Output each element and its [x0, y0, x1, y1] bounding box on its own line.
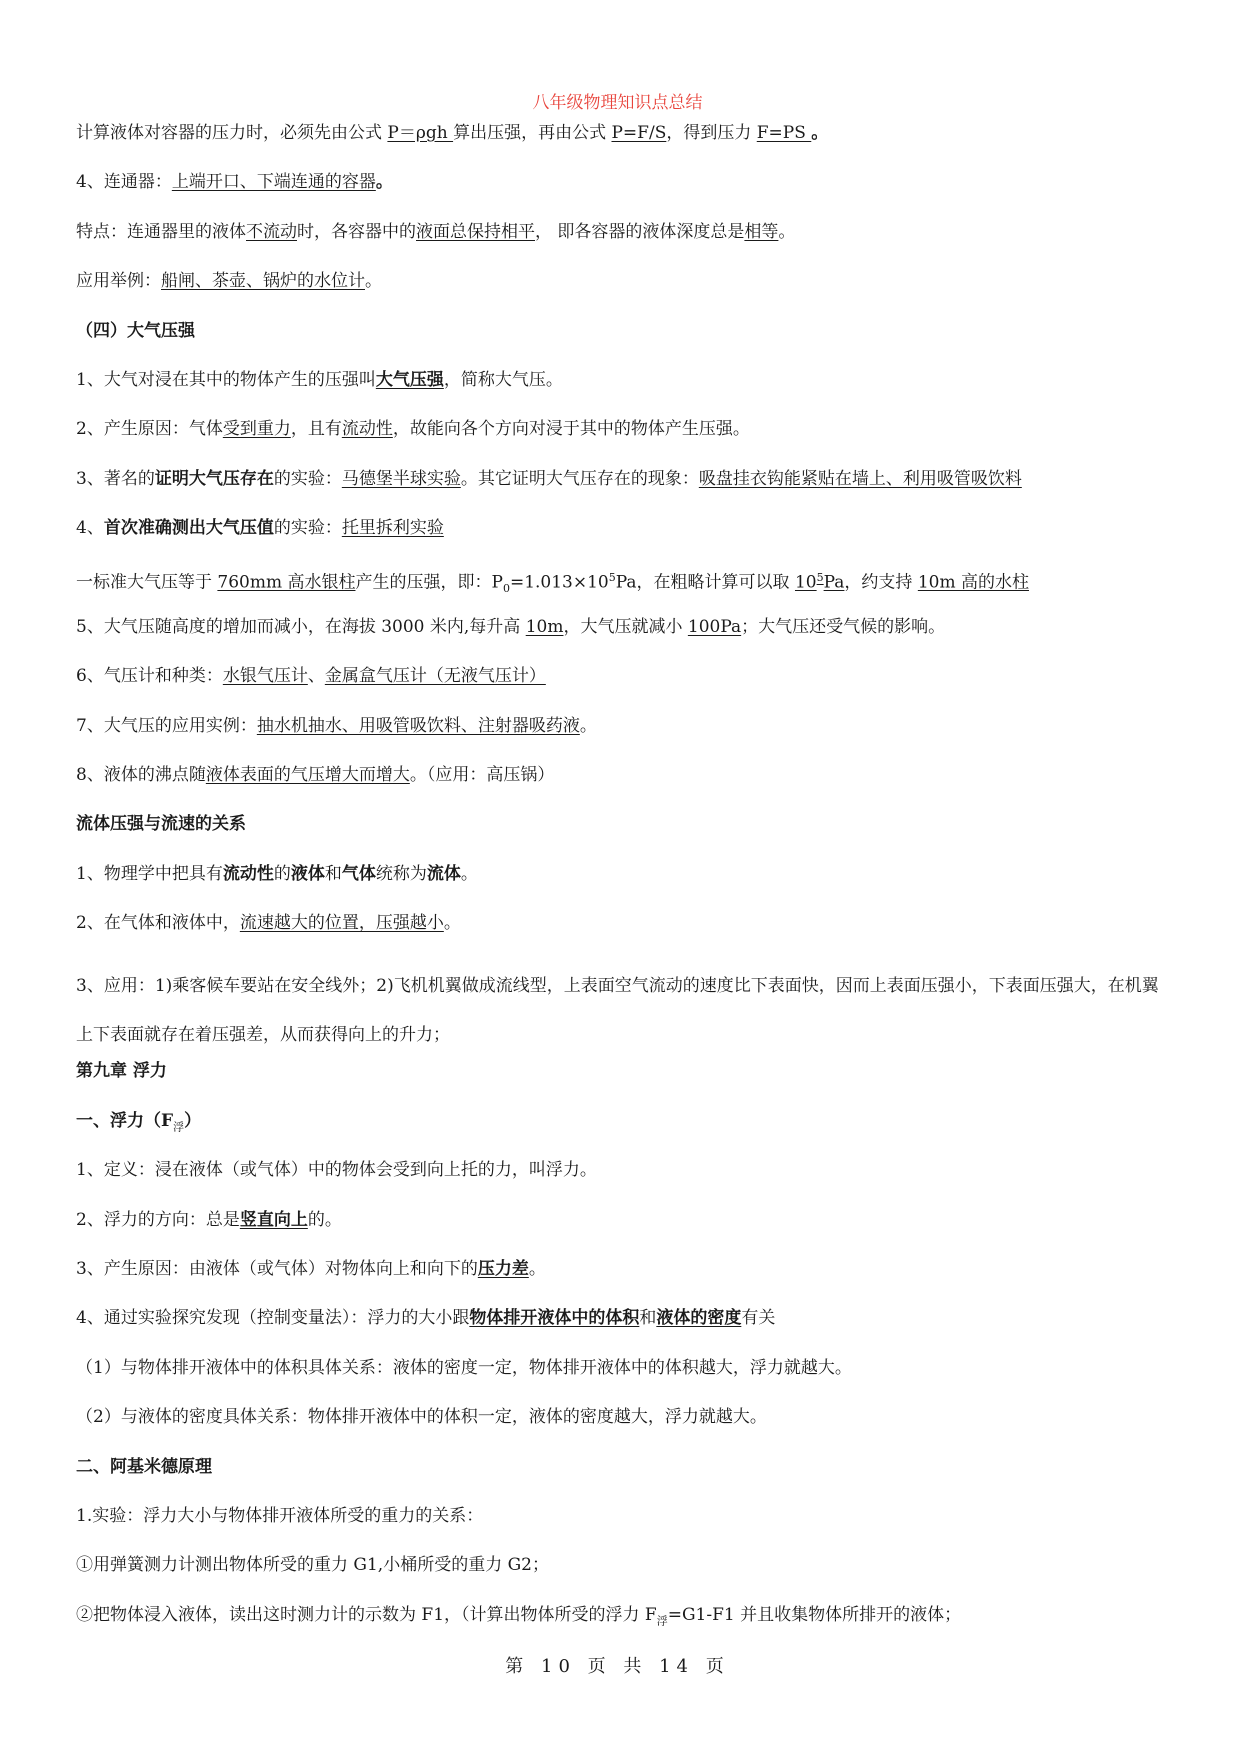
text-line — [76, 1307, 1166, 1356]
text-segment: ，约支持 — [844, 572, 918, 593]
text-segment: 上端开口、下端连通的容器 — [171, 172, 376, 193]
text-segment: ，简称大气压。 — [443, 369, 563, 390]
text-segment: 。 — [443, 913, 461, 934]
text-segment: ，且有 — [290, 419, 342, 440]
text-segment: 1.实验：浮力大小与物体排开液体所受的重力的关系： — [76, 1505, 484, 1526]
text-segment: 流体 — [426, 863, 461, 884]
text-segment: 液体的密度 — [656, 1308, 742, 1329]
text-line — [76, 616, 1166, 665]
text-segment: 。 — [460, 863, 478, 884]
text-segment: 10 — [794, 572, 817, 593]
text-segment: P＝ρgh — [387, 123, 454, 143]
text-segment: 产生的压强，即：P — [355, 572, 503, 593]
text-segment: 10m 高的水柱 — [917, 572, 1029, 593]
text-segment: 压力差 — [477, 1259, 529, 1280]
text-segment: 大气压强 — [375, 369, 444, 390]
text-line — [76, 1456, 1166, 1505]
text-segment: 金属盒气压计（无液气压计） — [324, 666, 546, 687]
text-segment: 4、通过实验探究发现（控制变量法）：浮力的大小跟 — [76, 1308, 470, 1329]
text-segment: 1、大气对浸在其中的物体产生的压强叫 — [76, 369, 376, 390]
text-segment: 统称为 — [375, 863, 427, 884]
text-segment: 。 — [528, 1259, 546, 1280]
text-segment: Pa，在粗略计算可以取 — [615, 572, 795, 593]
text-segment: 和 — [639, 1308, 657, 1329]
text-segment: ） — [184, 1110, 202, 1131]
text-segment: 流速越大的位置，压强越小 — [239, 913, 444, 934]
text-segment: 流动性 — [341, 419, 393, 440]
text-segment: 特点：连通器里的液体 — [76, 221, 246, 242]
text-segment: 气体 — [341, 863, 376, 884]
text-segment: 液体表面的气压增大而增大 — [205, 765, 410, 786]
text-line — [76, 1357, 1166, 1406]
text-line — [76, 665, 1166, 714]
text-segment: 不流动 — [246, 221, 297, 242]
text-segment: 船闸、茶壶、锅炉的水位计 — [161, 271, 365, 292]
text-segment: （2）与液体的密度具体关系：物体排开液体中的体积一定，液体的密度越大，浮力就越大。 — [76, 1407, 767, 1428]
text-segment: 托里拆利实验 — [341, 518, 444, 539]
text-segment: 液面总保持相平 — [416, 221, 535, 242]
text-line — [76, 1604, 1166, 1653]
text-segment: 证明大气压存在 — [154, 468, 274, 489]
text-segment: 0 — [502, 581, 510, 595]
text-segment: =G1-F1 并且收集物体所排开的液体； — [667, 1604, 962, 1625]
text-segment: 第九章 浮力 — [76, 1061, 167, 1082]
text-segment: 计算液体对容器的压力时，必须先由公式 — [76, 123, 388, 143]
text-segment: F=PS — [756, 123, 812, 143]
text-segment: 3、产生原因：由液体（或气体）对物体向上和向下的 — [76, 1259, 478, 1280]
text-segment: 。 — [579, 715, 597, 736]
document-body — [76, 122, 1166, 1653]
text-segment: 5 — [608, 570, 616, 584]
paragraph-fluid-applications: 3、应用：1)乘客候车要站在安全线外；2)飞机机翼做成流线型，上表面空气流动的速度比下表面快，因而上表面压强小，下表面压强大，在机翼上下表面就存在着压强差，从而获得向上的升力； — [76, 975, 1159, 1046]
text-line — [76, 1159, 1166, 1208]
section-pressure-atmosphere — [76, 122, 1166, 962]
text-segment: 2、浮力的方向：总是 — [76, 1209, 240, 1230]
text-segment: 的 — [273, 863, 291, 884]
text-line — [76, 1110, 1166, 1159]
text-line — [76, 863, 1166, 912]
text-segment: 4、 — [76, 518, 104, 539]
text-segment: 。 — [811, 123, 829, 143]
section-buoyancy — [76, 1060, 1166, 1653]
text-segment: 2、在气体和液体中， — [76, 913, 240, 934]
text-segment: 浮 — [173, 1120, 185, 1134]
text-segment: 。 — [365, 271, 382, 292]
text-segment: 的。 — [307, 1209, 342, 1230]
text-line — [76, 369, 1166, 418]
text-segment: P=F/S — [611, 123, 667, 143]
text-line — [76, 1258, 1166, 1307]
text-line — [76, 912, 1166, 961]
text-line — [76, 270, 1166, 319]
text-line — [76, 1209, 1166, 1258]
text-segment: ，得到压力 — [666, 123, 757, 143]
text-line — [76, 517, 1166, 566]
text-segment: 。其它证明大气压存在的现象： — [460, 468, 699, 489]
text-segment: ， 即各容器的液体深度总是 — [535, 221, 745, 242]
text-segment: 8、液体的沸点随 — [76, 765, 206, 786]
text-segment: ；大气压还受气候的影响。 — [741, 616, 946, 637]
text-segment: 首次准确测出大气压值 — [103, 518, 274, 539]
text-segment: 6、气压计和种类： — [76, 666, 223, 687]
text-segment: 时，各容器中的 — [297, 221, 416, 242]
text-segment: 5 — [816, 570, 824, 584]
text-segment: Pa — [823, 572, 845, 593]
text-line — [76, 813, 1166, 862]
text-segment: 的实验： — [273, 468, 342, 489]
text-line — [76, 764, 1166, 813]
text-segment: 相等 — [744, 221, 779, 242]
text-segment: 竖直向上 — [239, 1209, 308, 1230]
text-segment: 抽水机抽水、用吸管吸饮料、注射器吸药液 — [256, 715, 580, 736]
text-segment: 100Pa — [687, 616, 742, 637]
text-line — [76, 320, 1166, 369]
text-segment: 算出压强，再由公式 — [453, 123, 612, 143]
text-segment: 2、产生原因：气体 — [76, 419, 223, 440]
text-segment: 7、大气压的应用实例： — [76, 715, 257, 736]
text-line — [76, 122, 1166, 171]
text-segment: 1、物理学中把具有 — [76, 863, 223, 884]
text-segment: 有关 — [741, 1308, 776, 1329]
text-line — [76, 221, 1166, 270]
text-segment: （1）与物体排开液体中的体积具体关系：液体的密度一定，物体排开液体中的体积越大，浮力就越大。 — [76, 1357, 852, 1378]
text-segment: 。 — [778, 221, 796, 242]
text-segment: 和 — [324, 863, 342, 884]
text-segment: 、 — [307, 666, 325, 687]
text-segment: 水银气压计 — [222, 666, 308, 687]
text-segment: 物体排开液体中的体积 — [469, 1308, 640, 1329]
page-footer: 第 10 页 共 14 页 — [505, 1656, 730, 1677]
text-segment: 浮 — [656, 1614, 668, 1628]
text-line — [76, 1505, 1166, 1554]
text-segment: ，故能向各个方向对浸于其中的物体产生压强。 — [392, 419, 750, 440]
text-segment: 4、连通器： — [76, 172, 172, 193]
text-segment: =1.013×10 — [509, 572, 609, 593]
text-segment: ②把物体浸入液体，读出这时测力计的示数为 F1，（计算出物体所受的浮力 F — [76, 1604, 657, 1625]
text-line — [76, 1554, 1166, 1603]
text-segment: 受到重力 — [222, 419, 291, 440]
text-segment: 一、浮力（F — [76, 1110, 174, 1131]
text-line — [76, 171, 1166, 220]
text-line — [76, 567, 1166, 616]
text-segment: ，大气压就减小 — [563, 616, 688, 637]
text-line — [76, 1406, 1166, 1455]
text-segment: 流动性 — [222, 863, 274, 884]
text-segment: 10m — [525, 616, 564, 637]
text-segment: 1、定义：浸在液体（或气体）中的物体会受到向上托的力，叫浮力。 — [76, 1160, 597, 1181]
text-segment: 一标准大气压等于 — [76, 572, 218, 593]
text-segment: 5、大气压随高度的增加而减小，在海拔 3000 米内,每升高 — [76, 616, 526, 637]
text-segment: 液体 — [290, 863, 325, 884]
text-segment: 马德堡半球实验 — [341, 468, 461, 489]
text-segment: 760mm 高水银柱 — [217, 572, 356, 593]
text-segment: 流体压强与流速的关系 — [76, 814, 246, 835]
text-segment: 二、阿基米德原理 — [76, 1456, 212, 1477]
text-segment: 应用举例： — [76, 271, 161, 292]
text-segment: 吸盘挂衣钩能紧贴在墙上、利用吸管吸饮料 — [698, 468, 1022, 489]
text-segment: 3、著名的 — [76, 468, 155, 489]
text-segment: 。 — [375, 172, 393, 193]
text-line — [76, 1060, 1166, 1109]
page-header-title: 八年级物理知识点总结 — [532, 93, 703, 113]
text-line — [76, 715, 1166, 764]
text-segment: 。（应用：高压锅） — [409, 765, 555, 786]
text-segment: ①用弹簧测力计测出物体所受的重力 G1,小桶所受的重力 G2； — [76, 1555, 550, 1576]
text-segment: 的实验： — [273, 518, 342, 539]
text-segment: （四）大气压强 — [76, 320, 195, 341]
text-line — [76, 468, 1166, 517]
text-line — [76, 418, 1166, 467]
